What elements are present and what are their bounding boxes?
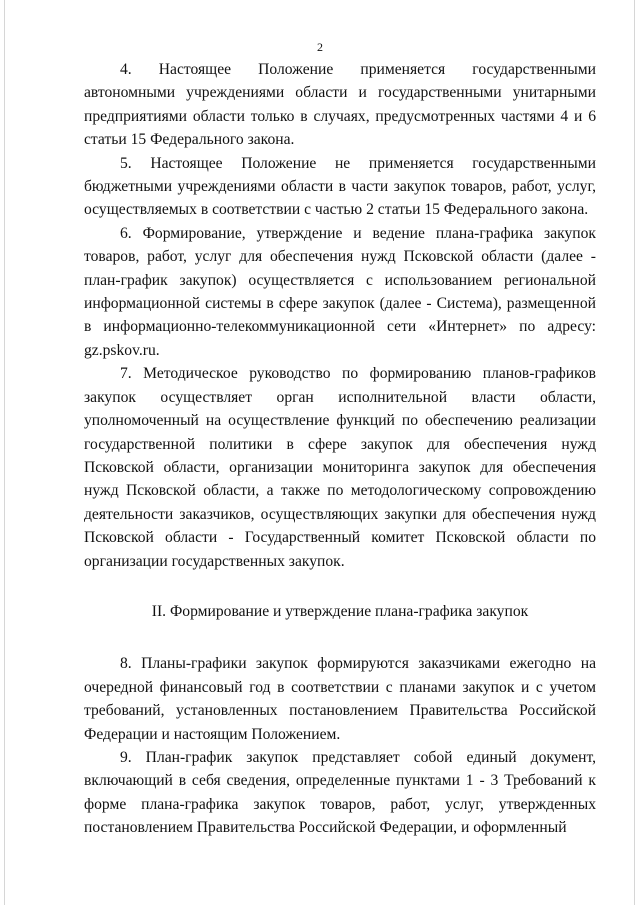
paragraph-5: 5. Настоящее Положение не применяется государственными бюджетными учреждениями области в части закупок товаров, работ, услуг, осуществляемых в соответствии с частью 2 статьи 15 Федерального закона.	[84, 154, 596, 219]
section-heading: II. Формирование и утверждение плана-графика закупок	[151, 602, 529, 620]
paragraph-8: 8. Планы-графики закупок формируются заказчиками ежегодно на очередной финансовый год в соответствии с планами закупок и с учетом требований, установленных постановлением Правительства Российской Федерации и настоящим Положением.	[84, 655, 596, 743]
scan-edge-right	[634, 0, 635, 905]
document-body	[84, 58, 596, 840]
paragraph-6: 6. Формирование, утверждение и ведение плана-графика закупок товаров, работ, услуг для обеспечения нужд Псковской области (далее - план-график закупок) осуществляется с использованием региональной информационной системы в сфере закупок (далее - Система), размещенной в информационно-телекоммуникационной сети «Интернет» по адресу: gz.pskov.ru.	[84, 224, 596, 359]
page-number: 2	[317, 40, 323, 54]
scan-edge-left	[4, 0, 5, 905]
paragraph-9: 9. План-график закупок представляет собой единый документ, включающий в себя сведения, определенные пунктами 1 - 3 Требований к форме плана-графика закупок товаров, работ, услуг, утвержденных постановлением Правительства Российской Федерации, и оформленный	[84, 748, 596, 837]
paragraph-7: 7. Методическое руководство по формированию планов-графиков закупок осуществляет орган исполнительной власти области, уполномоченный на осуществление функций по обеспечению реализации государственной политики в сфере закупок для обеспечения нужд Псковской области, организации мониторинга закупок для обеспечения нужд Псковской области, а также по методологическому сопровождению деятельности заказчиков, осуществляющих закупки для обеспечения нужд Псковской области - Государственный комитет Псковской области по организации государственных закупок.	[84, 365, 596, 570]
paragraph-4: 4. Настоящее Положение применяется государственными автономными учреждениями области и государственными унитарными предприятиями области только в случаях, предусмотренных частями 4 и 6 статьи 15 Федерального закона.	[84, 61, 596, 149]
